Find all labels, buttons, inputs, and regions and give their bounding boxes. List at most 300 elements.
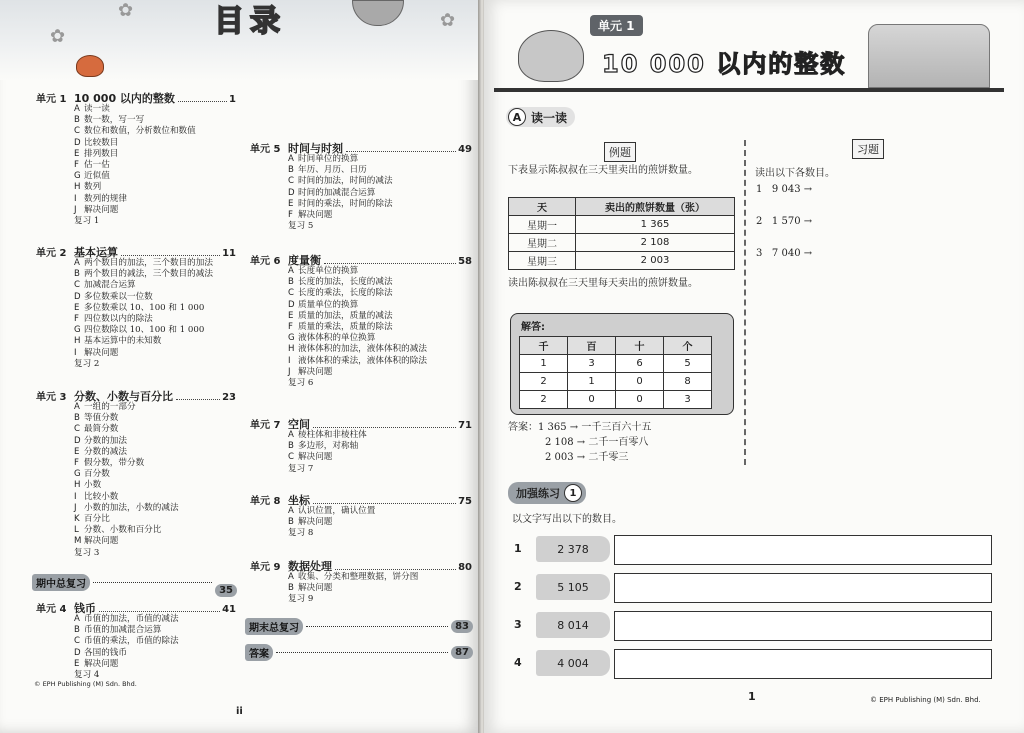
table-row [520, 355, 712, 373]
toc-review[interactable]: 复习 2 [74, 358, 100, 369]
practice-row-number: 3 [514, 618, 522, 631]
number-chip: 4 004 [536, 650, 610, 676]
toc-unit [36, 388, 236, 559]
leader-dots [93, 582, 212, 583]
toc-item[interactable] [36, 614, 236, 625]
toc-item-letter: C [74, 280, 81, 291]
table-header: 百 [568, 337, 616, 355]
column-divider [744, 140, 746, 465]
toc-item-text: 比较数目 [84, 137, 119, 148]
unit-title: 钱币 [74, 602, 96, 615]
toc-unit [36, 600, 236, 681]
table-cell: 6 [616, 355, 664, 373]
toc-item-text: 两个数目的减法，三个数目的减法 [84, 269, 213, 280]
unit-page-number: 49 [458, 144, 472, 155]
exercise-number: 3 [756, 248, 763, 259]
toc-item-text: 数一数，写一写 [84, 115, 145, 126]
toc-item[interactable] [36, 336, 236, 347]
copyright-text: © EPH Publishing (M) Sdn. Bhd. [34, 680, 137, 688]
toc-item-text: 认识位置，确认位置 [298, 506, 376, 516]
toc-item[interactable] [250, 441, 472, 452]
toc-item[interactable] [36, 536, 236, 547]
toc-item[interactable] [250, 356, 472, 367]
toc-item[interactable] [250, 199, 472, 210]
toc-item-letter: I [288, 355, 291, 366]
toc-item-letter: D [74, 647, 81, 658]
leader-dots [335, 569, 456, 570]
toc-item[interactable] [250, 344, 472, 355]
number-chip: 8 014 [536, 612, 610, 638]
toc-item-letter: E [74, 148, 80, 159]
toc-item-letter: A [74, 614, 80, 624]
toc-item[interactable] [250, 506, 472, 517]
leader-dots [346, 151, 456, 152]
toc-item-letter: C [288, 452, 295, 463]
toc-review[interactable]: 复习 3 [74, 547, 100, 558]
toc-item[interactable] [36, 469, 236, 480]
unit-page-number: 58 [458, 256, 472, 267]
toc-item[interactable] [36, 625, 236, 636]
table-row [509, 252, 735, 270]
toc-item[interactable] [250, 188, 472, 199]
toc-item[interactable] [36, 458, 236, 469]
toc-item-letter: C [288, 176, 295, 187]
table-cell: 2 [520, 373, 568, 391]
toc-unit [250, 558, 472, 606]
table-header: 个 [664, 337, 712, 355]
toc-item[interactable] [36, 447, 236, 458]
sales-table [508, 197, 735, 270]
unit-code: 单元 7 [250, 420, 281, 431]
table-cell: 星期三 [509, 252, 576, 270]
toc-item-text: 读一读 [84, 104, 110, 114]
toc-item-letter: D [288, 299, 295, 310]
toc-item-letter: C [288, 288, 295, 299]
toc-item-letter: A [74, 258, 80, 268]
unit-title: 坐标 [288, 494, 310, 507]
toc-item-letter: A [288, 506, 294, 516]
unit-page-number: 75 [458, 496, 472, 507]
toc-item-text: 时间的乘法，时间的除法 [298, 198, 393, 209]
toc-item[interactable] [36, 171, 236, 182]
toc-review[interactable]: 复习 6 [288, 378, 314, 389]
toc-review[interactable]: 复习 5 [288, 221, 314, 232]
toc-item[interactable] [36, 292, 236, 303]
page-number: ii [236, 706, 243, 717]
sandcastle-illustration [868, 24, 990, 88]
toc-item[interactable] [250, 583, 472, 594]
toc-item-text: 排列数目 [84, 148, 119, 159]
practice-row-number: 1 [514, 542, 522, 555]
section-label: 读一读 [531, 110, 568, 125]
leader-dots [276, 652, 448, 653]
unit-code: 单元 1 [36, 94, 67, 105]
leader-dots [176, 399, 220, 400]
toc-item[interactable] [36, 314, 236, 325]
leader-dots [306, 626, 448, 627]
midterm-label: 期中总复习 [32, 574, 90, 591]
toc-item[interactable] [36, 480, 236, 491]
table-cell: 3 [568, 355, 616, 373]
answer-line: 答案：1 365 → 一千三百六十五 [508, 422, 652, 433]
answer-lines [508, 420, 651, 465]
toc-item-letter: I [74, 347, 77, 358]
toc-item-text: 解决问题 [298, 210, 333, 221]
toc-item-letter: F [74, 160, 79, 171]
unit-title: 数据处理 [288, 560, 332, 573]
toc-item[interactable] [36, 205, 236, 216]
example-text: 下表显示陈叔叔在三天里卖出的煎饼数量。 [508, 165, 698, 176]
toc-item-text: 加减混合运算 [84, 280, 136, 291]
answer-line: 2 108 → 二千一百零八 [545, 437, 649, 448]
right-page-unit1 [484, 0, 1024, 733]
toc-unit-heading[interactable] [250, 140, 472, 154]
toc-item[interactable] [36, 514, 236, 525]
table-cell: 8 [664, 373, 712, 391]
table-cell: 1 365 [576, 216, 735, 234]
toc-item-letter: F [74, 458, 79, 469]
toc-unit-heading[interactable] [250, 416, 472, 430]
unit-page-number: 71 [458, 420, 472, 431]
toc-item[interactable] [36, 325, 236, 336]
toc-item-letter: M [74, 536, 82, 547]
toc-item-text: 时间单位的换算 [298, 154, 359, 164]
toc-item-letter: A [74, 402, 80, 412]
unit-title: 空间 [288, 418, 310, 431]
unit-title: 时间与时刻 [288, 142, 343, 155]
toc-item-text: 解决问题 [84, 204, 119, 215]
toc-item-letter: H [74, 336, 81, 347]
toc-item-letter: E [74, 302, 80, 313]
toc-item[interactable] [250, 288, 472, 299]
practice-row [514, 610, 994, 642]
answer-input[interactable] [614, 535, 992, 565]
toc-item-text: 近似值 [84, 171, 110, 182]
exercise-value: 7 040 → [771, 248, 813, 259]
leader-dots [99, 611, 220, 612]
toc-item-text: 四位数除以 10、100 和 1 000 [84, 325, 205, 336]
toc-item[interactable] [250, 277, 472, 288]
toc-unit-heading[interactable] [250, 558, 472, 572]
number-chip: 2 378 [536, 536, 610, 562]
header-divider [494, 88, 1004, 92]
toc-item-text: 各国的钱币 [84, 647, 127, 658]
table-cell: 0 [616, 391, 664, 409]
exercise-number: 1 [756, 184, 763, 195]
unit-title: 分数、小数与百分比 [74, 390, 173, 403]
exercise-item [756, 216, 812, 227]
clam-illustration [518, 30, 584, 82]
toc-item-letter: J [74, 204, 77, 215]
toc-item-text: 估一估 [84, 160, 110, 171]
toc-item-letter: F [288, 322, 293, 333]
toc-unit-heading[interactable] [250, 492, 472, 506]
table-header: 十 [616, 337, 664, 355]
toc-review[interactable]: 复习 8 [288, 528, 314, 539]
unit-code: 单元 5 [250, 144, 281, 155]
toc-item-letter: I [74, 193, 77, 204]
exercise-intro: 读出以下各数目。 [755, 168, 835, 179]
toc-item[interactable] [36, 258, 236, 269]
toc-item-text: 币值的加减混合运算 [84, 625, 162, 636]
toc-item-text: 长度的加法，长度的减法 [298, 277, 393, 288]
answer-input[interactable] [614, 649, 992, 679]
section-read-tag [506, 107, 575, 127]
toc-item[interactable] [36, 182, 236, 193]
midterm-review-entry [32, 574, 237, 596]
toc-item[interactable] [36, 503, 236, 514]
answer-box [510, 313, 734, 415]
toc-item[interactable] [36, 348, 236, 359]
answers-entry [245, 644, 473, 660]
table-header: 天 [509, 198, 576, 216]
toc-item[interactable] [250, 367, 472, 378]
table-header: 千 [520, 337, 568, 355]
toc-review[interactable]: 复习 1 [74, 216, 100, 227]
toc-item-letter: J [74, 502, 77, 513]
unit-page-number: 41 [222, 604, 236, 615]
leader-dots [121, 255, 220, 256]
toc-item[interactable] [250, 333, 472, 344]
toc-item[interactable] [250, 517, 472, 528]
toc-item[interactable] [36, 659, 236, 670]
left-page-toc [0, 0, 480, 733]
unit-code: 单元 9 [250, 562, 281, 573]
toc-review[interactable]: 复习 7 [288, 463, 314, 474]
toc-item-letter: F [288, 210, 293, 221]
toc-item-text: 基本运算中的未知数 [84, 336, 162, 347]
toc-item-letter: H [74, 480, 81, 491]
toc-item[interactable] [36, 525, 236, 536]
toc-item-text: 假分数，带分数 [84, 458, 145, 469]
toc-item-letter: D [74, 291, 81, 302]
unit-code: 单元 8 [250, 496, 281, 507]
unit-page-number: 1 [229, 94, 236, 105]
toc-item[interactable] [36, 636, 236, 647]
unit-page-number: 80 [458, 562, 472, 573]
toc-item-letter: G [74, 171, 81, 182]
final-page: 83 [451, 620, 473, 633]
exercise-item [756, 248, 812, 259]
unit-title: 基本运算 [74, 246, 118, 259]
leader-dots [313, 427, 456, 428]
toc-item[interactable] [250, 154, 472, 165]
toc-item-text: 币值的乘法，币值的除法 [84, 636, 179, 647]
answer-input[interactable] [614, 611, 992, 641]
toc-review[interactable]: 复习 4 [74, 670, 100, 681]
toc-unit [250, 140, 472, 232]
toc-title: 目录 [214, 4, 286, 39]
toc-item[interactable] [250, 311, 472, 322]
toc-item-letter: C [74, 424, 81, 435]
toc-item[interactable] [36, 413, 236, 424]
exercise-number: 2 [756, 216, 763, 227]
unit-code: 单元 4 [36, 604, 67, 615]
toc-item-text: 质量的加法，质量的减法 [298, 310, 393, 321]
toc-unit [250, 416, 472, 475]
answer-input[interactable] [614, 573, 992, 603]
toc-item-text: 数位和数值，分析数位和数值 [84, 126, 196, 137]
unit-code: 单元 6 [250, 256, 281, 267]
practice-label: 加强练习 [516, 487, 560, 500]
copyright-text: © EPH Publishing (M) Sdn. Bhd. [870, 696, 981, 704]
toc-item[interactable] [250, 300, 472, 311]
practice-row [514, 572, 994, 604]
toc-item-text: 液体体积的乘法，液体体积的除法 [298, 355, 427, 366]
toc-item-letter: D [74, 435, 81, 446]
toc-item-text: 多位数乘以 10、100 和 1 000 [84, 302, 205, 313]
toc-item-text: 比较小数 [84, 491, 119, 502]
toc-item-text: 棱柱体和非棱柱体 [298, 430, 367, 440]
table-row [509, 216, 735, 234]
toc-item[interactable] [36, 648, 236, 659]
toc-item-letter: A [74, 104, 80, 114]
toc-item[interactable] [36, 303, 236, 314]
answer-label: 解答: [521, 322, 545, 333]
toc-item-letter: B [288, 517, 294, 528]
toc-item[interactable] [250, 176, 472, 187]
toc-item-letter: G [74, 325, 81, 336]
table-cell: 2 [520, 391, 568, 409]
toc-item-letter: B [288, 165, 294, 176]
unit-page-number: 11 [222, 248, 236, 259]
shell-icon: ✿ [440, 10, 456, 31]
unit-title: 10 000 以内的整数 [74, 92, 175, 105]
table-cell: 1 [568, 373, 616, 391]
toc-unit-heading[interactable] [36, 600, 236, 614]
practice-row [514, 648, 994, 680]
toc-item-letter: K [74, 514, 80, 525]
toc-item-text: 分数的减法 [84, 446, 127, 457]
practice-tag [508, 482, 586, 504]
table-cell: 星期二 [509, 234, 576, 252]
toc-unit [36, 244, 236, 370]
toc-item[interactable] [36, 436, 236, 447]
toc-item-text: 小数 [84, 480, 102, 491]
table-cell: 0 [616, 373, 664, 391]
toc-unit-heading[interactable] [250, 252, 472, 266]
toc-item[interactable] [36, 115, 236, 126]
leader-dots [313, 503, 456, 504]
table-header: 卖出的煎饼数量（张） [576, 198, 735, 216]
toc-item-letter: L [74, 525, 79, 536]
toc-item-text: 多边形，对称轴 [298, 441, 359, 452]
final-review-entry [245, 618, 473, 634]
toc-item[interactable] [36, 126, 236, 137]
toc-item-text: 质量单位的换算 [298, 299, 359, 310]
crab-illustration [76, 55, 104, 77]
toc-unit-heading[interactable] [36, 90, 236, 104]
toc-item-text: 质量的乘法，质量的除法 [298, 322, 393, 333]
table-cell: 2 108 [576, 234, 735, 252]
toc-item[interactable] [36, 424, 236, 435]
toc-item-text: 时间的加减混合运算 [298, 187, 376, 198]
practice-row [514, 534, 994, 566]
toc-item-letter: H [74, 182, 81, 193]
table-row [509, 234, 735, 252]
toc-item-text: 等值分数 [84, 413, 119, 424]
exercise-value: 9 043 → [771, 184, 813, 195]
toc-item-letter: B [288, 277, 294, 288]
toc-item-letter: D [288, 187, 295, 198]
toc-unit [36, 90, 236, 227]
toc-item[interactable] [250, 452, 472, 463]
table-cell: 1 [520, 355, 568, 373]
toc-unit-heading[interactable] [36, 244, 236, 258]
toc-item[interactable] [250, 210, 472, 221]
toc-unit [250, 492, 472, 540]
toc-item[interactable] [36, 138, 236, 149]
example-tag: 例题 [604, 142, 636, 162]
toc-item-text: 最简分数 [84, 424, 119, 435]
toc-item-text: 年历、月历、日历 [298, 165, 367, 176]
answers-label: 答案 [245, 644, 273, 661]
table-cell: 星期一 [509, 216, 576, 234]
table-cell: 0 [568, 391, 616, 409]
toc-item-text: 币值的加法，币值的减法 [84, 614, 179, 624]
toc-item-letter: E [74, 658, 80, 669]
unit-page-number: 23 [222, 392, 236, 403]
toc-item[interactable] [36, 194, 236, 205]
toc-item-letter: B [74, 115, 80, 126]
toc-item-text: 数列的规律 [84, 193, 127, 204]
toc-item-text: 一组的一部分 [84, 402, 136, 412]
toc-item[interactable] [250, 572, 472, 583]
toc-item-letter: G [74, 469, 81, 480]
toc-item[interactable] [250, 322, 472, 333]
toc-item-text: 液体体积的单位换算 [298, 333, 376, 344]
toc-item-text: 解决问题 [298, 583, 333, 594]
toc-item-text: 时间的加法，时间的减法 [298, 176, 393, 187]
toc-item-text: 解决问题 [84, 347, 119, 358]
section-letter: A [508, 108, 526, 126]
answer-line: 2 003 → 二千零三 [545, 452, 629, 463]
toc-item-text: 小数的加法，小数的减法 [84, 502, 179, 513]
practice-row-number: 4 [514, 656, 522, 669]
table-cell: 3 [664, 391, 712, 409]
toc-item[interactable] [36, 160, 236, 171]
table-cell: 2 003 [576, 252, 735, 270]
toc-review[interactable]: 复习 9 [288, 594, 314, 605]
answers-page: 87 [451, 646, 473, 659]
unit-badge: 单元 1 [590, 15, 643, 36]
toc-unit-heading[interactable] [36, 388, 236, 402]
toc-item[interactable] [250, 266, 472, 277]
table-row [520, 391, 712, 409]
toc-item[interactable] [36, 492, 236, 503]
toc-item-letter: A [288, 266, 294, 276]
toc-item[interactable] [36, 149, 236, 160]
toc-item-text: 长度的乘法，长度的除法 [298, 288, 393, 299]
toc-item[interactable] [250, 430, 472, 441]
unit-code: 单元 2 [36, 248, 67, 259]
toc-item-letter: A [288, 154, 294, 164]
unit-code: 单元 3 [36, 392, 67, 403]
toc-unit [250, 252, 472, 389]
toc-item[interactable] [36, 280, 236, 291]
toc-item-text: 长度单位的换算 [298, 266, 359, 276]
toc-item-text: 液体体积的加法，液体体积的减法 [298, 344, 427, 355]
example-question: 读出陈叔叔在三天里每天卖出的煎饼数量。 [508, 278, 698, 289]
toc-item-text: 解决问题 [298, 517, 333, 528]
toc-item[interactable] [250, 165, 472, 176]
toc-item-text: 数列 [84, 182, 102, 193]
toc-item-text: 两个数目的加法，三个数目的加法 [84, 258, 213, 268]
toc-item-letter: H [288, 344, 295, 355]
toc-item[interactable] [36, 269, 236, 280]
exercise-value: 1 570 → [771, 216, 813, 227]
toc-item-letter: B [288, 441, 294, 452]
